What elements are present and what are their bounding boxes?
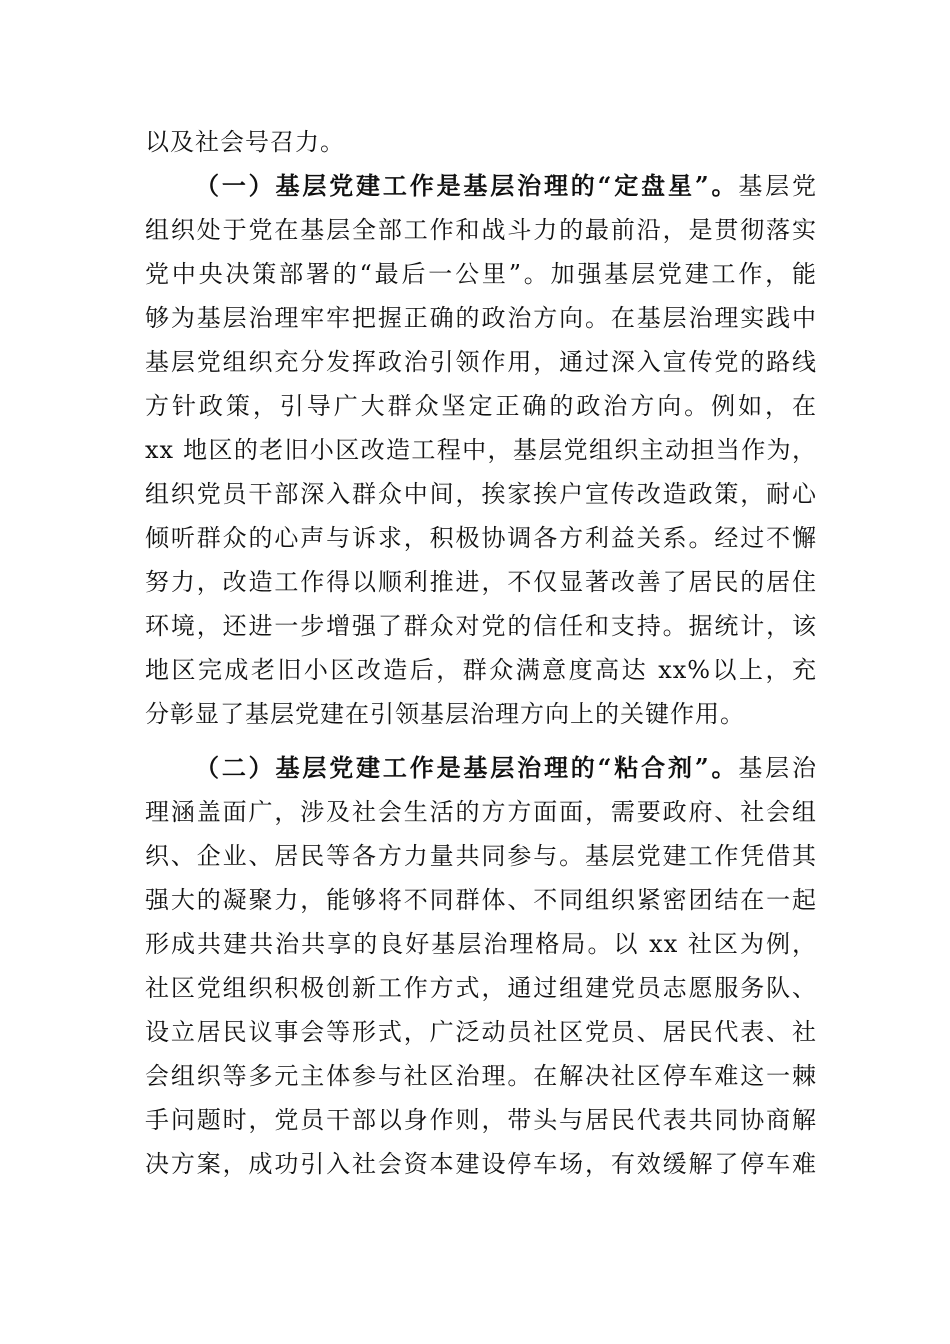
text-segment: 分彰显了基层党建在引领基层治理方向上的关键作用。 [145,700,745,728]
text-line [145,428,817,472]
text-segment: 强大的凝聚力，能够将不同群体、不同组织紧密团结在一起 [145,886,817,914]
text-line [145,472,817,516]
text-line [145,252,817,296]
text-line [145,560,817,604]
text-line [145,1142,817,1186]
text-line [145,1054,817,1098]
section-heading-line [195,746,817,790]
text-line [145,966,817,1010]
text-segment: 党中央决策部署的“最后一公里”。加强基层党建工作，能 [145,260,817,288]
text-segment: 组织处于党在基层全部工作和战斗力的最前沿，是贯彻落实 [145,216,817,244]
text-segment: 够为基层治理牢牢把握正确的政治方向。在基层治理实践中 [145,304,817,332]
text-segment: 地区完成老旧小区改造后，群众满意度高达 xx%以上，充 [145,656,817,684]
text-line [145,648,817,692]
text-segment: 倾听群众的心声与诉求，积极协调各方利益关系。经过不懈 [145,524,817,552]
text-segment: 决方案，成功引入社会资本建设停车场，有效缓解了停车难 [145,1150,817,1178]
text-segment: 设立居民议事会等形式，广泛动员社区党员、居民代表、社 [145,1018,817,1046]
text-line [145,296,817,340]
text-segment: 基层党 [738,172,817,200]
text-line [145,692,817,736]
text-line [145,384,817,428]
text-line [145,340,817,384]
section-heading: （二）基层党建工作是基层治理的“粘合剂”。 [195,753,739,782]
text-line [145,878,817,922]
text-segment: 理涵盖面广，涉及社会生活的方方面面，需要政府、社会组 [145,798,817,826]
text-segment: 手问题时，党员干部以身作则，带头与居民代表共同协商解 [145,1106,817,1134]
section-heading: （一）基层党建工作是基层治理的“定盘星”。 [195,171,739,200]
text-segment: 努力，改造工作得以顺利推进，不仅显著改善了居民的居住 [145,568,817,596]
text-line [145,922,817,966]
text-line [145,1098,817,1142]
text-segment: xx 地区的老旧小区改造工程中，基层党组织主动担当作为， [145,436,817,464]
text-segment: 织、企业、居民等各方力量共同参与。基层党建工作凭借其 [145,842,817,870]
text-segment: 会组织等多元主体参与社区治理。在解决社区停车难这一棘 [145,1062,817,1090]
text-segment: 以及社会号召力。 [145,128,345,156]
text-segment: 方针政策，引导广大群众坚定正确的政治方向。例如，在 [145,392,817,420]
text-segment: 形成共建共治共享的良好基层治理格局。以 xx 社区为例， [145,930,817,958]
section-heading-line [195,164,817,208]
text-line [145,790,817,834]
text-segment: 环境，还进一步增强了群众对党的信任和支持。据统计，该 [145,612,817,640]
text-segment: 基层党组织充分发挥政治引领作用，通过深入宣传党的路线 [145,348,817,376]
text-line [145,208,817,252]
text-line [145,120,817,164]
text-line [145,1010,817,1054]
text-line [145,604,817,648]
text-segment: 组织党员干部深入群众中间，挨家挨户宣传改造政策，耐心 [145,480,817,508]
text-segment: 基层治 [738,754,817,782]
text-line [145,516,817,560]
text-line [145,834,817,878]
text-segment: 社区党组织积极创新工作方式，通过组建党员志愿服务队、 [145,974,817,1002]
